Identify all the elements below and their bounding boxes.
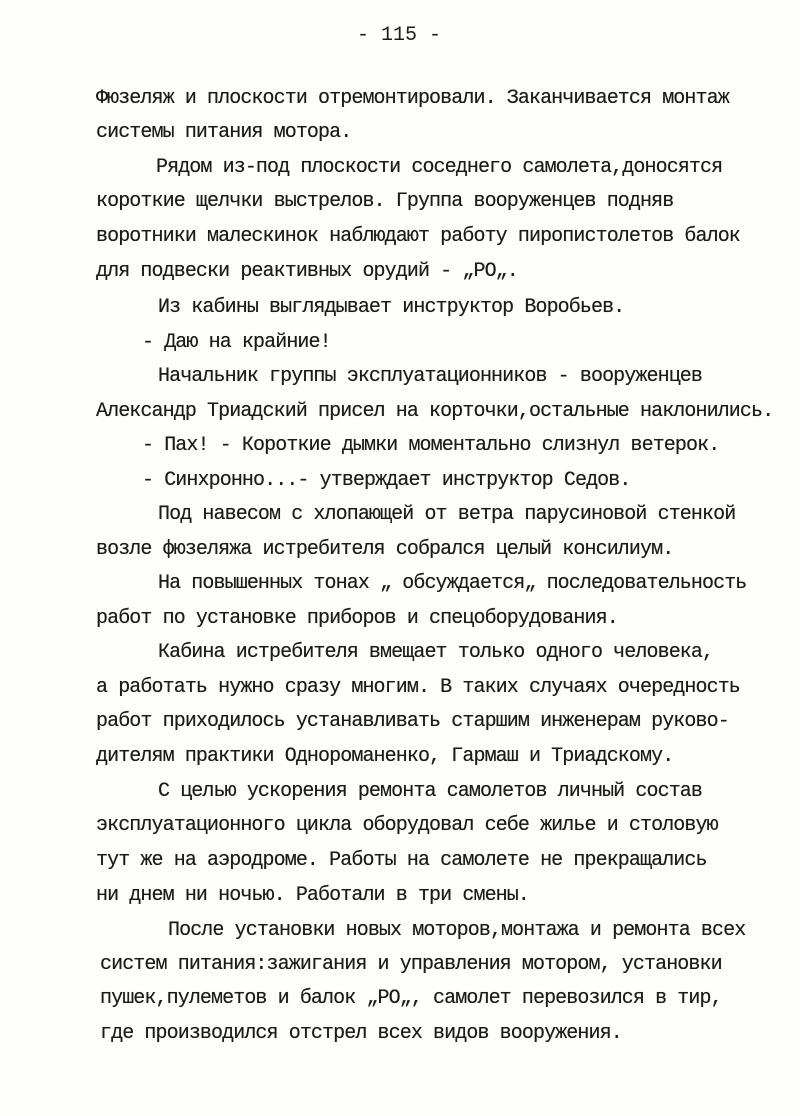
text-line: работ приходилось устанавливать старшим инженерам руково- — [96, 710, 729, 733]
text-line: эксплуатационного цикла оборудовал себе жилье и столовую — [96, 814, 718, 837]
text-line: а работать нужно сразу многим. В таких случаях очередность — [96, 676, 740, 699]
text-line: систем питания:зажигания и управления мотором, установки — [100, 953, 722, 976]
text-line: Под навесом с хлопающей от ветра парусиновой стенкой — [158, 503, 736, 526]
text-line: На повышенных тонах „ обсуждается„ последовательность — [158, 572, 747, 595]
text-line: для подвески реактивных орудий - „РО„. — [96, 260, 518, 283]
text-line: С целью ускорения ремонта самолетов личный состав — [158, 780, 702, 803]
page-number: - 115 - — [357, 24, 442, 47]
text-line: пушек,пулеметов и балок „РО„, самолет перевозился в тир, — [100, 987, 722, 1010]
text-line: Кабина истребителя вмещает только одного человека, — [158, 641, 714, 664]
text-line: возле фюзеляжа истребителя собрался целый консилиум. — [96, 538, 674, 561]
text-line: Александр Триадский присел на корточки,остальные наклонились. — [96, 400, 774, 423]
text-line: - Синхронно...- утверждает инструктор Седов. — [142, 469, 631, 492]
text-line: ни днем ни ночью. Работали в три смены. — [96, 884, 529, 907]
text-line: системы питания мотора. — [96, 121, 352, 144]
text-line: Фюзеляж и плоскости отремонтировали. Заканчивается монтаж — [96, 87, 729, 110]
text-line: короткие щелчки выстрелов. Группа вооруженцев подняв — [96, 190, 674, 213]
text-line: дителям практики Однороманенко, Гармаш и Триадскому. — [96, 745, 674, 768]
text-line: тут же на аэродроме. Работы на самолете не прекращались — [96, 849, 707, 872]
text-line: Рядом из-под плоскости соседнего самолета,доносятся — [156, 156, 723, 179]
text-line: - Даю на крайние! — [142, 331, 331, 354]
text-line: После установки новых моторов,монтажа и ремонта всех — [168, 919, 746, 942]
text-line: воротники малескинок наблюдают работу пиропистолетов балок — [96, 225, 740, 248]
text-line: - Пах! - Короткие дымки моментально слизнул ветерок. — [142, 434, 720, 457]
text-line: где производился отстрел всех видов вооружения. — [100, 1022, 622, 1045]
text-line: Начальник группы эксплуатационников - вооруженцев — [158, 365, 702, 388]
text-line: Из кабины выглядывает инструктор Воробьев. — [158, 296, 625, 319]
text-line: работ по установке приборов и спецоборудования. — [96, 607, 618, 630]
